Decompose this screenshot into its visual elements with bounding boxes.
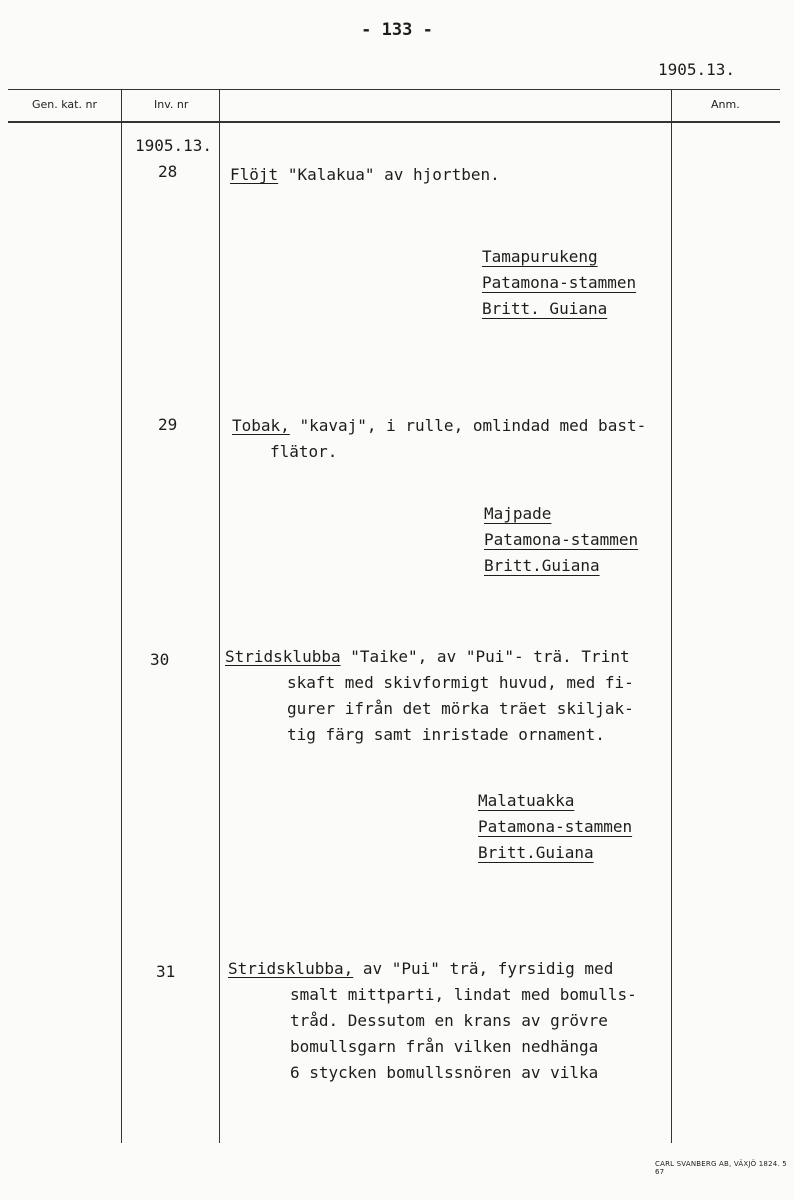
entry-line [225, 644, 634, 670]
entry-30-description [225, 644, 634, 748]
origin-tribe: Patamona-stammen [478, 817, 633, 836]
entry-line: flätor. [270, 442, 338, 461]
entry-line: bomullsgarn från vilken nedhänga [290, 1037, 599, 1056]
entry-line: tråd. Dessutom en krans av grövre [290, 1011, 608, 1030]
origin-place: Majpade [484, 504, 552, 523]
header-bottom-rule [8, 121, 780, 123]
origin-tribe: Patamona-stammen [482, 273, 637, 292]
column-divider-inv [219, 90, 220, 1143]
entry-28-origin [482, 244, 636, 322]
origin-region: Britt.Guiana [484, 556, 600, 575]
entry-29-origin [484, 501, 638, 579]
column-header-inv: Inv. nr [154, 98, 189, 111]
entry-title: Stridsklubba [225, 647, 341, 666]
entry-28-description [230, 162, 500, 188]
origin-region: Britt. Guiana [482, 299, 608, 318]
origin-place: Malatuakka [478, 791, 575, 810]
collection-reference: 1905.13. [658, 60, 736, 79]
origin-region: Britt.Guiana [478, 843, 594, 862]
inv-number-29: 29 [158, 415, 178, 434]
entry-text: "Taike", av "Pui"- trä. Trint [350, 647, 630, 666]
entry-line: smalt mittparti, lindat med bomulls- [290, 985, 637, 1004]
entry-line: 6 stycken bomullssnören av vilka [290, 1063, 599, 1082]
page-number: - 133 - [361, 20, 433, 40]
entry-text: av "Pui" trä, fyrsidig med [362, 959, 614, 978]
inv-number-30: 30 [150, 650, 170, 669]
inv-number-28: 28 [158, 162, 178, 181]
entry-text: "kavaj", i rulle, omlindad med bast- [299, 416, 647, 435]
entry-title: Flöjt [230, 165, 279, 184]
entry-31-description [228, 956, 637, 1086]
entry-line: gurer ifrån det mörka träet skiljak- [287, 699, 634, 718]
printer-footer: CARL SVANBERG AB, VÄXJÖ 1824. 5 67 [655, 1160, 787, 1176]
entry-line [232, 413, 646, 439]
entry-29-description [232, 413, 646, 465]
entry-text: "Kalakua" av hjortben. [287, 165, 500, 184]
entry-30-origin [478, 788, 632, 866]
column-divider-anm [671, 90, 672, 1143]
inv-number-31: 31 [156, 962, 176, 981]
inv-collection-ref: 1905.13. [135, 136, 213, 155]
column-header-anm: Anm. [711, 98, 740, 111]
origin-tribe: Patamona-stammen [484, 530, 639, 549]
origin-place: Tamapurukeng [482, 247, 598, 266]
entry-title: Tobak, [232, 416, 290, 435]
entry-line [228, 956, 637, 982]
column-header-gen-kat: Gen. kat. nr [32, 98, 97, 111]
entry-line [230, 162, 500, 188]
header-top-rule [8, 89, 780, 90]
entry-line: skaft med skivformigt huvud, med fi- [287, 673, 634, 692]
entry-line: tig färg samt inristade ornament. [287, 725, 605, 744]
column-divider-gen [121, 90, 122, 1143]
entry-title: Stridsklubba, [228, 959, 354, 978]
